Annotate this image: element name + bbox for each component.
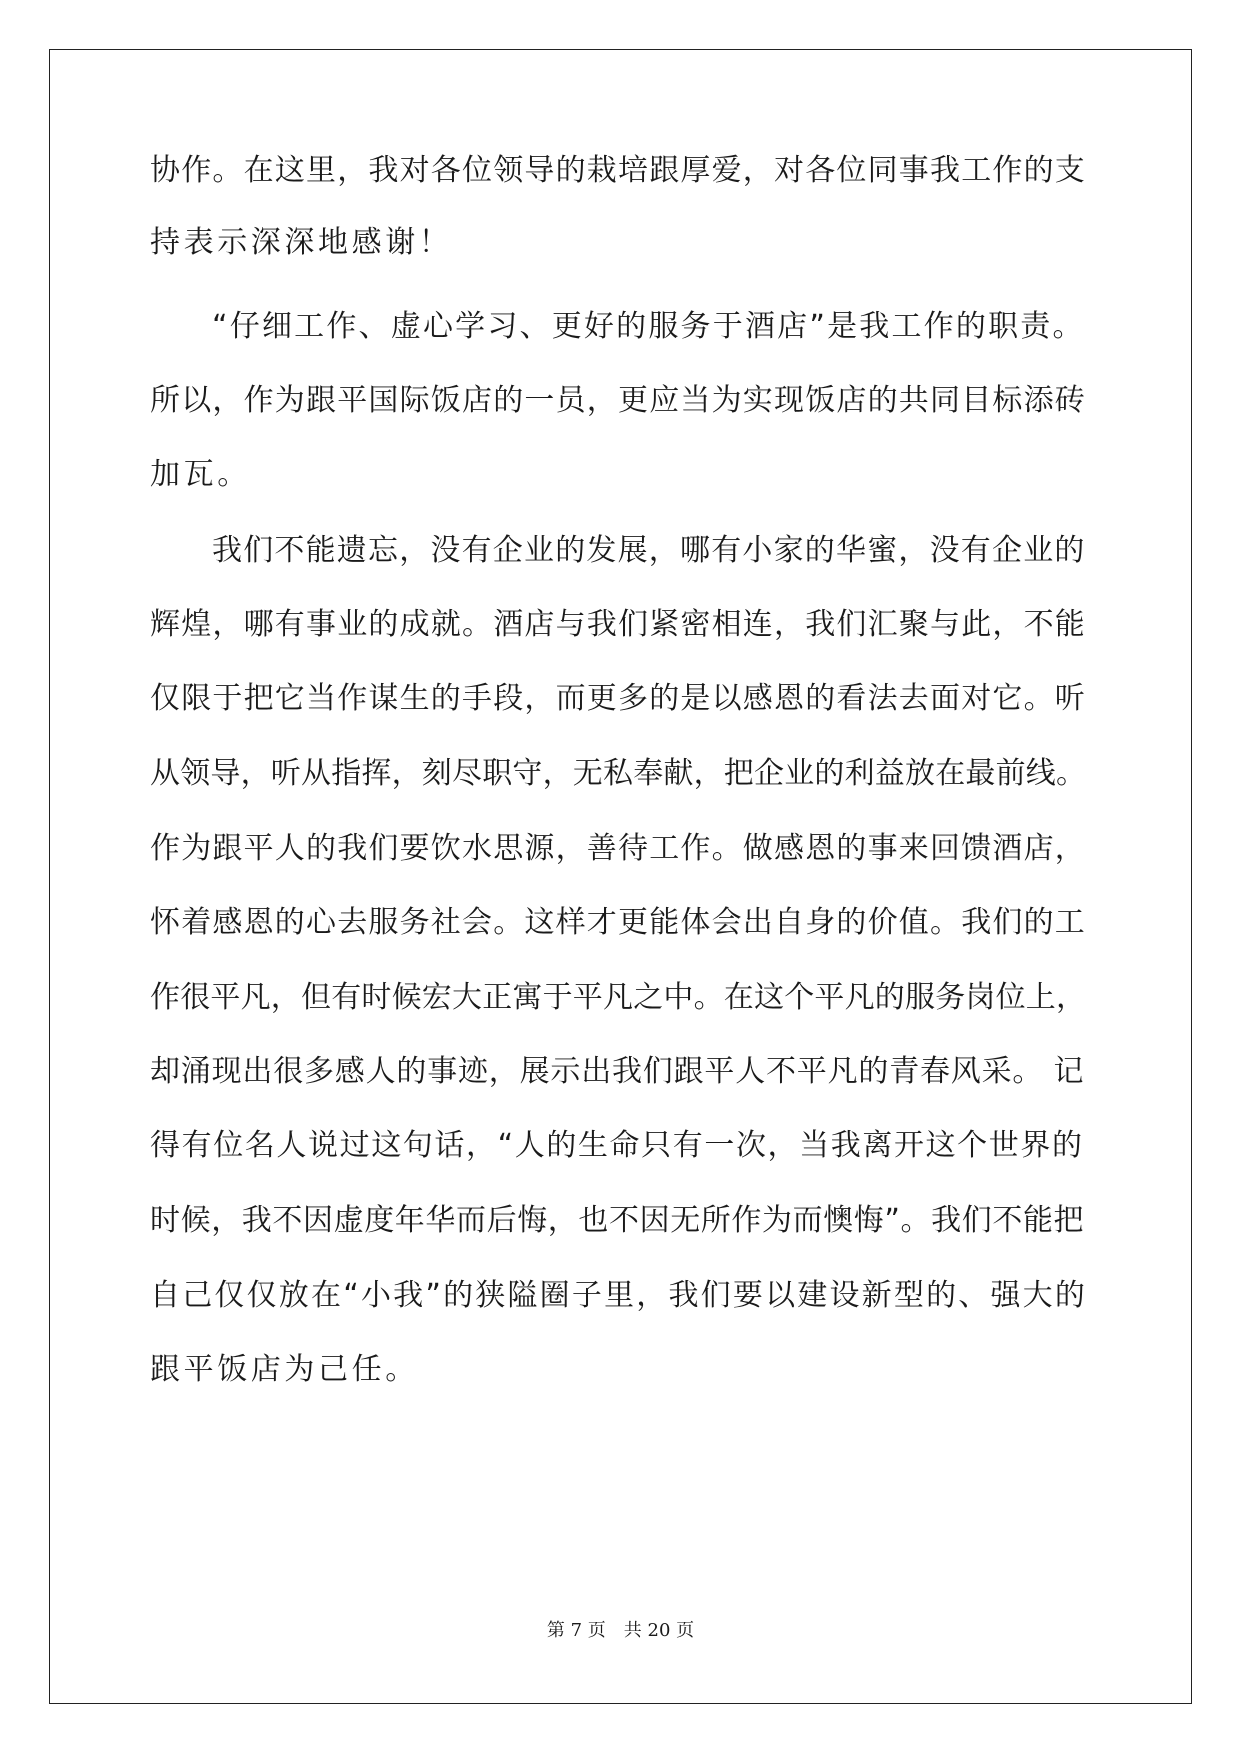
- body-line: 怀着感恩的心去服务社会。这样才更能体会出自身的价值。我们的工: [150, 905, 1086, 940]
- page-number: 第 7 页 共 20 页: [546, 1620, 695, 1641]
- body-line: 持表示深深地感谢！: [150, 225, 453, 260]
- page-border: [49, 49, 1192, 1704]
- body-line: 跟平饭店为己任。: [150, 1352, 419, 1387]
- body-line: 时候，我不因虚度年华而后悔，也不因无所作为而懊悔”。我们不能把: [150, 1203, 1085, 1238]
- paragraph-first-line: 我们不能遗忘，没有企业的发展，哪有小家的华蜜，没有企业的: [212, 533, 1086, 568]
- body-line: 所以，作为跟平国际饭店的一员，更应当为实现饭店的共同目标添砖: [150, 383, 1086, 418]
- paragraph-first-line: “仔细工作、虚心学习、更好的服务于酒店”是我工作的职责。: [212, 309, 1085, 344]
- body-line: 从领导，听从指挥，刻尽职守，无私奉献，把企业的利益放在最前线。: [150, 756, 1087, 791]
- body-line: 却涌现出很多感人的事迹，展示出我们跟平人不平凡的青春风采。 记: [150, 1054, 1085, 1089]
- body-line: 辉煌，哪有事业的成就。酒店与我们紧密相连，我们汇聚与此，不能: [150, 607, 1086, 642]
- body-line: 协作。在这里，我对各位领导的栽培跟厚爱，对各位同事我工作的支: [150, 153, 1086, 188]
- body-line: 作很平凡，但有时候宏大正寓于平凡之中。在这个平凡的服务岗位上，: [150, 980, 1087, 1015]
- body-line: 加瓦。: [150, 457, 251, 492]
- body-line: 仅限于把它当作谋生的手段，而更多的是以感恩的看法去面对它。听: [150, 681, 1086, 716]
- body-line: 自己仅仅放在“小我”的狭隘圈子里，我们要以建设新型的、强大的: [150, 1278, 1088, 1313]
- body-line: 得有位名人说过这句话，“人的生命只有一次，当我离开这个世界的: [150, 1128, 1084, 1163]
- body-line: 作为跟平人的我们要饮水思源，善待工作。做感恩的事来回馈酒店，: [150, 831, 1086, 866]
